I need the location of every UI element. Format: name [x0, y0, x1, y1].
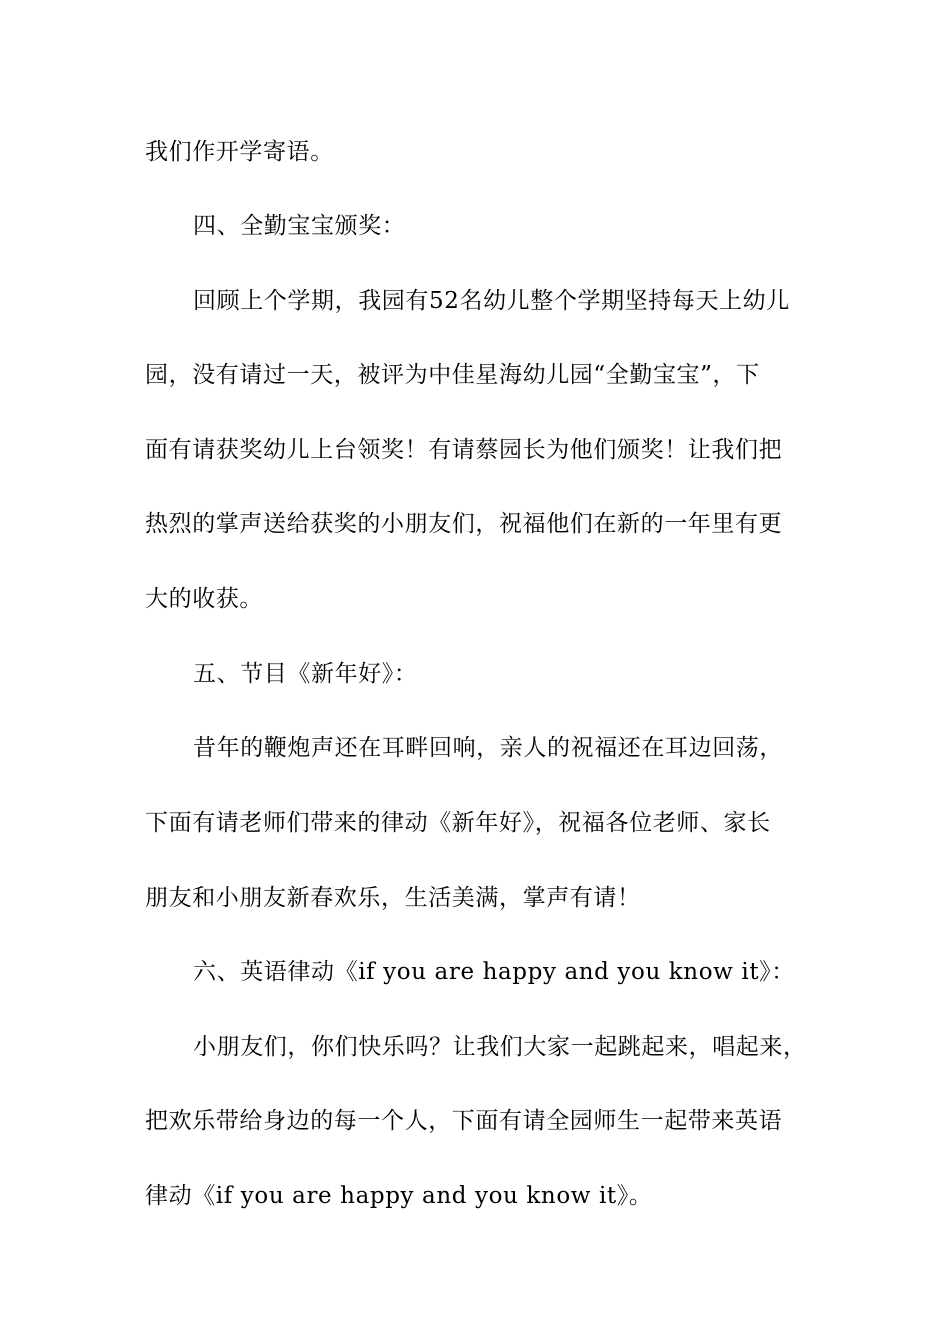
text-line: 园，没有请过一天，被评为中佳星海幼儿园“全勤宝宝”，下 [145, 362, 760, 388]
section-heading: 四、全勤宝宝颁奖： [193, 213, 406, 239]
text-line: 小朋友们，你们快乐吗？让我们大家一起跳起来，唱起来， [193, 1034, 807, 1060]
text-line: 把欢乐带给身边的每一个人，下面有请全园师生一起带来英语 [145, 1108, 783, 1134]
section-heading: 五、节目《新年好》： [193, 661, 418, 687]
text-line: 昔年的鞭炮声还在耳畔回响，亲人的祝福还在耳边回荡， [193, 735, 783, 761]
text-line: 热烈的掌声送给获奖的小朋友们，祝福他们在新的一年里有更 [145, 511, 783, 537]
section-heading: 六、英语律动《if you are happy and you know it》： [193, 959, 795, 985]
text-line: 大的收获。 [145, 586, 263, 612]
text-line: 朋友和小朋友新春欢乐，生活美满，掌声有请！ [145, 885, 641, 911]
text-line: 下面有请老师们带来的律动《新年好》，祝福各位老师、家长 [145, 810, 771, 836]
text-line: 律动《if you are happy and you know it》。 [145, 1183, 653, 1209]
text-line: 我们作开学寄语。 [145, 139, 334, 165]
text-line: 回顾上个学期，我园有52名幼儿整个学期坚持每天上幼儿 [193, 288, 790, 314]
text-line: 面有请获奖幼儿上台领奖！有请蔡园长为他们颁奖！让我们把 [145, 437, 783, 463]
